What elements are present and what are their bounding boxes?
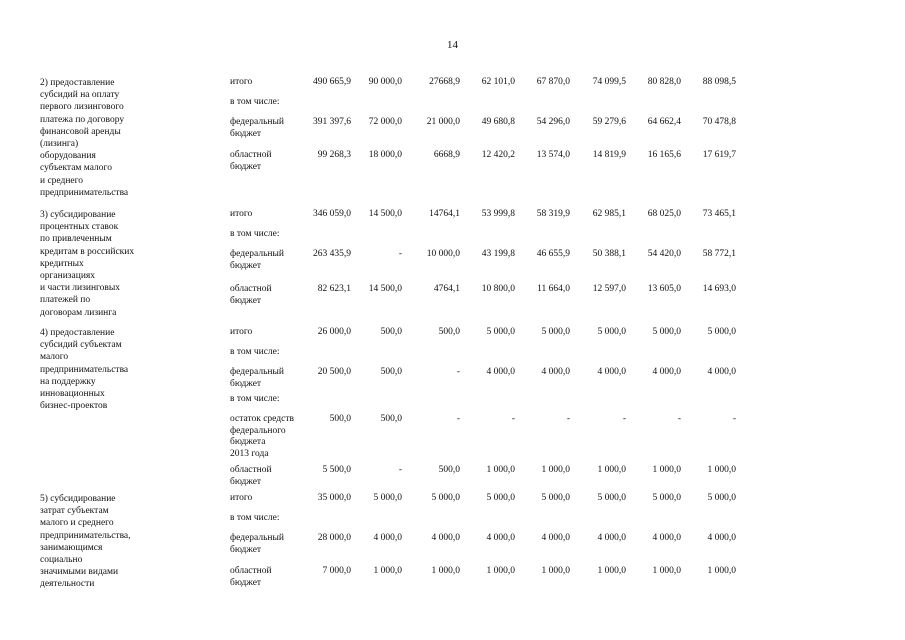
row-label-line: бюджет: [230, 260, 262, 271]
row-label-line: бюджет: [230, 476, 262, 487]
description-line: социально: [40, 555, 83, 566]
row-label-line: остаток средств: [230, 414, 294, 424]
value-cell: 12 420,2: [481, 150, 515, 160]
description-line: финансовой аренды: [40, 126, 121, 137]
value-cell: 54 420,0: [647, 249, 681, 259]
value-cell: 5 000,0: [597, 327, 626, 337]
value-cell: 4 000,0: [597, 367, 626, 377]
description-line: занимающимся: [40, 542, 103, 553]
row-label: [230, 347, 305, 359]
description-line: субсидий на оплату: [40, 90, 120, 101]
value-cell: 1 000,0: [652, 465, 681, 475]
value-cell: 391 397,6: [313, 117, 351, 127]
value-cell: 73 465,1: [702, 209, 736, 219]
row-label-line: федерального: [230, 425, 286, 436]
value-cell: 4764,1: [433, 284, 460, 294]
row-label: [230, 394, 305, 406]
row-label-line: в том числе:: [230, 394, 280, 404]
description-line: и среднего: [40, 175, 84, 186]
description-line: кредитам в российских: [40, 246, 135, 257]
row-label-line: федеральный: [230, 533, 284, 543]
description-line: значимыми видами: [40, 567, 119, 578]
row-label-line: областной: [230, 465, 272, 475]
value-cell: 54 296,0: [536, 117, 570, 127]
value-cell: 500,0: [329, 414, 351, 424]
value-cell: 5 000,0: [541, 493, 570, 503]
value-cell: -: [398, 465, 402, 475]
table-row: [40, 414, 740, 459]
description-line: предпринимательства: [40, 187, 129, 198]
value-cell: -: [732, 414, 736, 424]
value-cell: 1 000,0: [707, 465, 736, 475]
value-cell: 490 665,9: [313, 77, 351, 87]
value-cell: 1 000,0: [541, 465, 570, 475]
value-cell: 4 000,0: [373, 533, 402, 543]
row-label-line: в том числе:: [230, 229, 280, 239]
row-label: [230, 97, 305, 109]
value-cell: 5 000,0: [652, 493, 681, 503]
description-line: малого и среднего: [40, 518, 114, 529]
value-cell: 16 165,6: [647, 150, 681, 160]
description-line: предпринимательства: [40, 364, 129, 375]
value-cell: 4 000,0: [486, 533, 515, 543]
value-cell: 14 819,9: [592, 150, 626, 160]
value-cell: 11 664,0: [537, 284, 570, 294]
row-label-line: бюджета: [230, 437, 266, 447]
table-row: [40, 533, 740, 563]
value-cell: 4 000,0: [486, 367, 515, 377]
value-cell: 35 000,0: [317, 493, 351, 503]
value-cell: 88 098,5: [702, 77, 736, 87]
row-label-line: бюджет: [230, 295, 262, 306]
description-line: оборудования: [40, 151, 96, 162]
row-label-line: областной: [230, 566, 272, 576]
value-cell: 64 662,4: [647, 117, 681, 127]
value-cell: 58 319,9: [536, 209, 570, 219]
row-label-line: областной: [230, 150, 272, 160]
description-line: предпринимательства,: [40, 530, 131, 541]
value-cell: 5 000,0: [486, 493, 515, 503]
description-line: бизнес-проектов: [40, 401, 108, 412]
description-line: по привлеченным: [40, 234, 112, 245]
value-cell: 46 655,9: [536, 249, 570, 259]
value-cell: 1 000,0: [486, 465, 515, 475]
description-line: кредитных: [40, 258, 84, 269]
table-row: [40, 367, 740, 397]
row-label-line: в том числе:: [230, 513, 280, 523]
value-cell: 1 000,0: [652, 566, 681, 576]
value-cell: 13 574,0: [536, 150, 570, 160]
row-label-line: федеральный: [230, 117, 284, 127]
row-label-line: итого: [230, 209, 253, 219]
description-line: организациях: [40, 271, 96, 282]
value-cell: 80 828,0: [647, 77, 681, 87]
value-cell: 4 000,0: [707, 367, 736, 377]
row-label-line: в том числе:: [230, 347, 280, 357]
row-label-line: федеральный: [230, 367, 284, 377]
value-cell: 7 000,0: [322, 566, 351, 576]
row-label-line: в том числе:: [230, 97, 280, 107]
row-label-line: бюджет: [230, 378, 262, 389]
value-cell: 5 000,0: [652, 327, 681, 337]
value-cell: 12 597,0: [592, 284, 626, 294]
row-label: [230, 229, 305, 241]
row-label-line: итого: [230, 327, 253, 337]
row-label-line: итого: [230, 77, 253, 87]
value-cell: -: [677, 414, 681, 424]
value-cell: 62 101,0: [481, 77, 515, 87]
value-cell: 68 025,0: [647, 209, 681, 219]
description-line: субсидий субъектам: [40, 340, 122, 351]
value-cell: -: [456, 414, 460, 424]
value-cell: 1 000,0: [431, 566, 460, 576]
value-cell: 5 000,0: [373, 493, 402, 503]
value-cell: 4 000,0: [541, 533, 570, 543]
value-cell: 1 000,0: [597, 465, 626, 475]
value-cell: 5 000,0: [597, 493, 626, 503]
table-row: [40, 249, 740, 279]
value-cell: 27668,9: [429, 77, 460, 87]
description-line: на поддержку: [40, 376, 96, 387]
row-label-line: бюджет: [230, 161, 262, 172]
value-cell: -: [566, 414, 570, 424]
value-cell: 14 693,0: [702, 284, 736, 294]
value-cell: 59 279,6: [592, 117, 626, 127]
row-label-line: федеральный: [230, 249, 284, 259]
value-cell: 500,0: [380, 414, 402, 424]
value-cell: 70 478,8: [702, 117, 736, 127]
row-label-line: итого: [230, 493, 253, 503]
description-line: (лизинга): [40, 139, 79, 150]
value-cell: 10 800,0: [481, 284, 515, 294]
description-line: 2) предоставление: [40, 78, 115, 88]
value-cell: 4 000,0: [431, 533, 460, 543]
value-cell: -: [622, 414, 626, 424]
value-cell: 6668,9: [433, 150, 460, 160]
value-cell: 26 000,0: [317, 327, 351, 337]
value-cell: -: [456, 367, 460, 377]
value-cell: 67 870,0: [536, 77, 570, 87]
value-cell: 5 000,0: [486, 327, 515, 337]
description-line: 5) субсидирование: [40, 494, 116, 504]
value-cell: 53 999,8: [481, 209, 515, 219]
value-cell: 20 500,0: [317, 367, 351, 377]
description-line: затрат субъектам: [40, 506, 109, 517]
value-cell: 74 099,5: [592, 77, 626, 87]
value-cell: -: [511, 414, 515, 424]
value-cell: 4 000,0: [541, 367, 570, 377]
description-line: процентных ставок: [40, 222, 119, 233]
value-cell: 4 000,0: [707, 533, 736, 543]
value-cell: 90 000,0: [368, 77, 402, 87]
value-cell: 18 000,0: [368, 150, 402, 160]
value-cell: 13 605,0: [647, 284, 681, 294]
value-cell: 263 435,9: [313, 249, 351, 259]
value-cell: 5 500,0: [322, 465, 351, 475]
value-cell: 1 000,0: [486, 566, 515, 576]
row-label-line: областной: [230, 284, 272, 294]
description-line: деятельности: [40, 579, 95, 590]
description-line: субъектам малого: [40, 163, 112, 174]
description-line: инновационных: [40, 389, 105, 400]
value-cell: 5 000,0: [541, 327, 570, 337]
row-label-line: 2013 года: [230, 448, 269, 459]
description-line: договорам лизинга: [40, 307, 117, 318]
value-cell: 4 000,0: [652, 533, 681, 543]
row-label-line: бюджет: [230, 544, 262, 555]
value-cell: 500,0: [380, 367, 402, 377]
value-cell: 500,0: [380, 327, 402, 337]
value-cell: 4 000,0: [597, 533, 626, 543]
value-cell: 346 059,0: [313, 209, 351, 219]
value-cell: 62 985,1: [592, 209, 626, 219]
value-cell: 14 500,0: [368, 284, 402, 294]
value-cell: 49 680,8: [481, 117, 515, 127]
value-cell: 4 000,0: [652, 367, 681, 377]
value-cell: 72 000,0: [368, 117, 402, 127]
value-cell: 5 000,0: [431, 493, 460, 503]
value-cell: 43 199,8: [481, 249, 515, 259]
description-line: и части лизинговых: [40, 283, 121, 294]
value-cell: 58 772,1: [702, 249, 736, 259]
description-line: платежей по: [40, 295, 91, 306]
value-cell: 82 623,1: [317, 284, 351, 294]
table-row: [40, 566, 740, 596]
value-cell: 14764,1: [429, 209, 460, 219]
description-line: малого: [40, 352, 69, 363]
row-label-line: бюджет: [230, 577, 262, 588]
value-cell: 5 000,0: [707, 327, 736, 337]
value-cell: 14 500,0: [368, 209, 402, 219]
value-cell: 500,0: [438, 465, 460, 475]
value-cell: 50 388,1: [592, 249, 626, 259]
description-line: 3) субсидирование: [40, 210, 116, 220]
description-line: платежа по договору: [40, 114, 125, 125]
value-cell: 1 000,0: [541, 566, 570, 576]
value-cell: 1 000,0: [707, 566, 736, 576]
page-number: 14: [447, 39, 458, 51]
table-row: [40, 117, 740, 147]
table-row: [40, 150, 740, 180]
description-line: первого лизингового: [40, 102, 124, 113]
value-cell: 28 000,0: [317, 533, 351, 543]
description-line: 4) предоставление: [40, 328, 115, 338]
value-cell: 5 000,0: [707, 493, 736, 503]
value-cell: -: [398, 249, 402, 259]
table-row: [40, 465, 740, 495]
value-cell: 21 000,0: [426, 117, 460, 127]
value-cell: 10 000,0: [426, 249, 460, 259]
value-cell: 1 000,0: [373, 566, 402, 576]
value-cell: 1 000,0: [597, 566, 626, 576]
value-cell: 17 619,7: [702, 150, 736, 160]
table-row: [40, 284, 740, 314]
row-label: [230, 513, 305, 525]
value-cell: 500,0: [438, 327, 460, 337]
value-cell: 99 268,3: [317, 150, 351, 160]
row-label-line: бюджет: [230, 128, 262, 139]
